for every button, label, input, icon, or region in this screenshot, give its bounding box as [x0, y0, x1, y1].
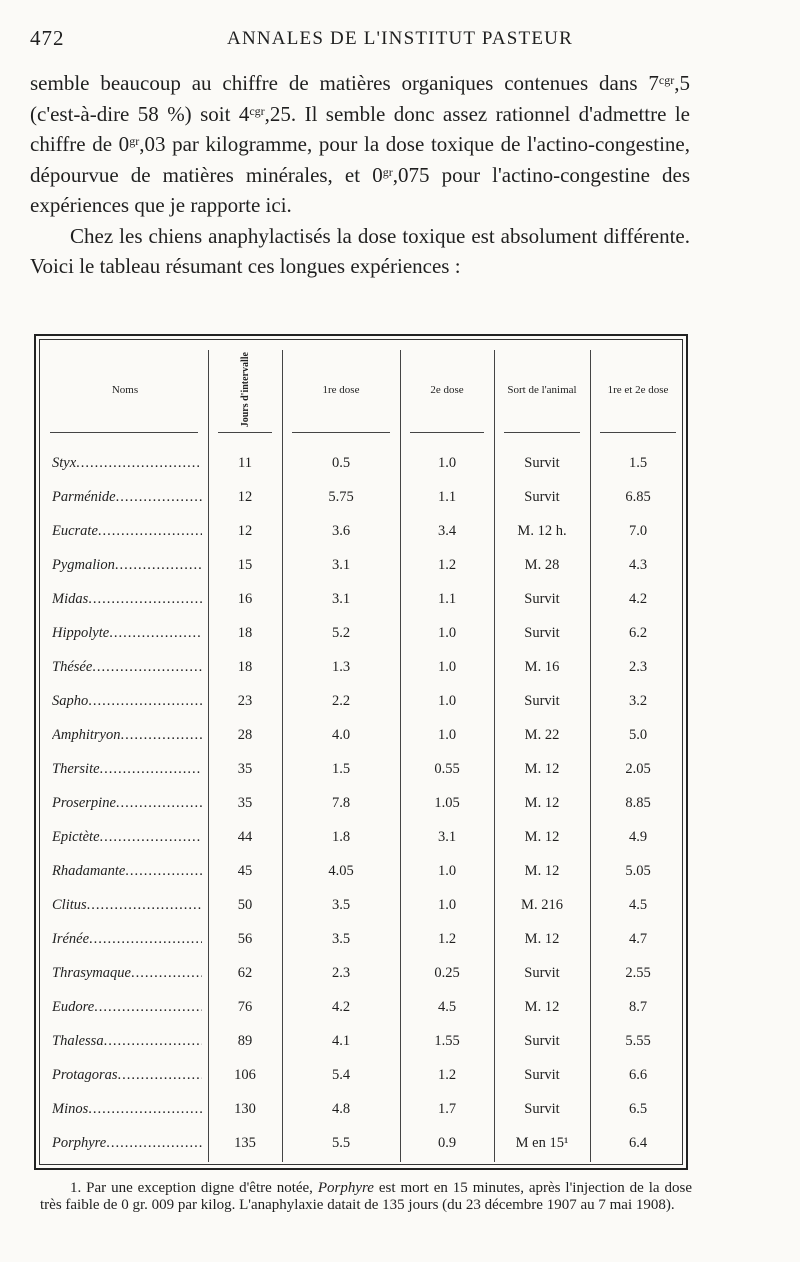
days-cell: 18 — [237, 624, 253, 641]
dose1-cell: 5.5 — [331, 1134, 351, 1151]
name-cell: Thrasymaque ..... — [52, 956, 202, 990]
name-cell: Clitus ..... — [52, 888, 202, 922]
name-cell: Eucrate ..... — [52, 514, 202, 548]
table-row — [36, 854, 686, 888]
dose1-cell: 4.8 — [331, 1100, 351, 1117]
table-row — [36, 1058, 686, 1092]
name-cell: Thalessa ..... — [52, 1024, 202, 1058]
fate-cell: M. 12 — [524, 828, 560, 845]
dose1-cell: 1.3 — [331, 658, 351, 675]
fate-cell: Survit — [524, 1066, 560, 1083]
dose2-cell: 4.5 — [437, 998, 457, 1015]
days-cell: 45 — [237, 862, 253, 879]
dose2-cell: 0.9 — [437, 1134, 457, 1151]
dose1-cell: 3.1 — [331, 590, 351, 607]
dose1-cell: 1.8 — [331, 828, 351, 845]
p1-part-c: ,25. Il semble donc assez rationnel d'admettre le chiffre de 0 — [30, 101, 690, 156]
days-cell: 18 — [237, 658, 253, 675]
fate-cell: Survit — [524, 964, 560, 981]
name-cell: Thersite ..... — [52, 752, 202, 786]
header-rule — [50, 432, 198, 433]
name-cell: Porphyre ..... — [52, 1126, 202, 1160]
header-noms: Noms — [111, 383, 139, 396]
total-cell: 4.9 — [628, 828, 648, 845]
dose2-cell: 1.0 — [437, 658, 457, 675]
header-jours-label: Jours d'intervalle — [239, 352, 251, 428]
total-cell: 8.7 — [628, 998, 648, 1015]
header-rule — [600, 432, 676, 433]
total-cell: 4.5 — [628, 896, 648, 913]
dose1-cell: 1.5 — [331, 760, 351, 777]
footnote-part-a: 1. Par une exception digne d'être notée, — [70, 1180, 318, 1196]
dose2-cell: 1.2 — [437, 556, 457, 573]
days-cell: 23 — [237, 692, 253, 709]
running-title: ANNALES DE L'INSTITUT PASTEUR — [227, 28, 573, 49]
dose1-cell: 4.0 — [331, 726, 351, 743]
table-row — [36, 888, 686, 922]
fate-cell: M. 12 — [524, 930, 560, 947]
footnote — [40, 1180, 692, 1214]
days-cell: 11 — [238, 454, 252, 471]
table-row — [36, 548, 686, 582]
dose2-cell: 3.4 — [437, 522, 457, 539]
header-dose2: 2e dose — [430, 383, 464, 396]
p1-sup-a: cgr — [658, 73, 675, 87]
name-cell: Styx ..... — [52, 446, 202, 480]
page-number: 472 — [30, 26, 65, 50]
days-cell: 50 — [237, 896, 253, 913]
header-dose1: 1re dose — [322, 383, 360, 396]
dose2-cell: 1.55 — [434, 1032, 460, 1049]
total-cell: 6.5 — [628, 1100, 648, 1117]
days-cell: 62 — [237, 964, 253, 981]
fate-cell: Survit — [524, 454, 560, 471]
footnote-part-c: est mort en 15 minutes, après l'injection de la dose très faible de 0 gr. 009 par kilog. L'anaphylaxie datait de 135 jours (du 23 décembre 1907 au 7 mai 1908). — [40, 1180, 692, 1213]
p1-part-a: semble beaucoup au chiffre de matières organiques contenues dans 7 — [30, 71, 659, 95]
table-row — [36, 684, 686, 718]
name-cell: Midas ..... — [52, 582, 202, 616]
days-cell: 56 — [237, 930, 253, 947]
dose1-cell: 4.1 — [331, 1032, 351, 1049]
total-cell: 2.3 — [628, 658, 648, 675]
table-row — [36, 582, 686, 616]
header-rule — [504, 432, 580, 433]
dose1-cell: 3.5 — [331, 930, 351, 947]
days-cell: 12 — [237, 522, 253, 539]
dose2-cell: 1.0 — [437, 454, 457, 471]
total-cell: 5.55 — [625, 1032, 651, 1049]
footnote-name: Porphyre — [317, 1180, 374, 1196]
dose1-cell: 5.75 — [328, 488, 354, 505]
total-cell: 6.6 — [628, 1066, 648, 1083]
fate-cell: M. 16 — [524, 658, 560, 675]
table-row — [36, 922, 686, 956]
dose1-cell: 5.2 — [331, 624, 351, 641]
p1-part-d: ,03 par kilogramme, pour la dose toxique de l'actino-congestine, dépourvue de matières minérales, et 0 — [30, 132, 691, 187]
days-cell: 28 — [237, 726, 253, 743]
dose2-cell: 1.0 — [437, 862, 457, 879]
days-cell: 130 — [234, 1100, 256, 1117]
dose2-cell: 0.25 — [434, 964, 460, 981]
fate-cell: M. 22 — [524, 726, 560, 743]
body-text — [30, 68, 690, 282]
fate-cell: Survit — [524, 1100, 560, 1117]
dose2-cell: 3.1 — [437, 828, 457, 845]
total-cell: 5.0 — [628, 726, 648, 743]
dose2-cell: 1.1 — [437, 488, 457, 505]
header-rule — [410, 432, 484, 433]
table-row — [36, 1024, 686, 1058]
dose2-cell: 1.0 — [437, 896, 457, 913]
dose2-cell: 1.0 — [437, 726, 457, 743]
table-row — [36, 1092, 686, 1126]
fate-cell: Survit — [524, 488, 560, 505]
header-rule — [292, 432, 390, 433]
table-row — [36, 616, 686, 650]
dose2-cell: 0.55 — [434, 760, 460, 777]
fate-cell: M. 12 — [524, 998, 560, 1015]
dose2-cell: 1.1 — [437, 590, 457, 607]
days-cell: 76 — [237, 998, 253, 1015]
paragraph-2: Chez les chiens anaphylactisés la dose toxique est absolument différente. Voici le tableau résumant ces longues expériences : — [30, 223, 690, 278]
name-cell: Hippolyte ..... — [52, 616, 202, 650]
table-row — [36, 956, 686, 990]
name-cell: Minos ..... — [52, 1092, 202, 1126]
table-row — [36, 820, 686, 854]
header-total: 1re et 2e dose — [607, 383, 669, 396]
name-cell: Thésée ..... — [52, 650, 202, 684]
total-cell: 3.2 — [628, 692, 648, 709]
table-row — [36, 786, 686, 820]
dose1-cell: 7.8 — [331, 794, 351, 811]
dose2-cell: 1.2 — [437, 930, 457, 947]
name-cell: Rhadamante ..... — [52, 854, 202, 888]
dose1-cell: 4.05 — [328, 862, 354, 879]
days-cell: 106 — [234, 1066, 256, 1083]
total-cell: 4.7 — [628, 930, 648, 947]
p1-part-b: ,5 (c'est-à-dire 58 %) soit 4 — [30, 71, 690, 126]
results-table — [34, 334, 688, 1170]
days-cell: 89 — [237, 1032, 253, 1049]
dose2-cell: 1.0 — [437, 692, 457, 709]
name-cell: Amphitryon ..... — [52, 718, 202, 752]
total-cell: 4.3 — [628, 556, 648, 573]
name-cell: Proserpine ..... — [52, 786, 202, 820]
footnote-text — [40, 1180, 692, 1214]
fate-cell: M. 28 — [524, 556, 560, 573]
fate-cell: M. 216 — [521, 896, 563, 913]
name-cell: Parménide ..... — [52, 480, 202, 514]
table-row — [36, 1126, 686, 1160]
days-cell: 16 — [237, 590, 253, 607]
fate-cell: Survit — [524, 590, 560, 607]
p1-sup-b: cgr — [249, 103, 265, 118]
table-row — [36, 480, 686, 514]
fate-cell: Survit — [524, 692, 560, 709]
header-sort: Sort de l'animal — [507, 383, 577, 396]
paragraph-1 — [30, 68, 690, 221]
table-row — [36, 990, 686, 1024]
total-cell: 8.85 — [625, 794, 651, 811]
dose2-cell: 1.0 — [437, 624, 457, 641]
name-cell: Epictète ..... — [52, 820, 202, 854]
total-cell: 4.2 — [628, 590, 648, 607]
dose1-cell: 3.6 — [331, 522, 351, 539]
dose1-cell: 2.3 — [331, 964, 351, 981]
days-cell: 44 — [237, 828, 253, 845]
total-cell: 1.5 — [628, 454, 648, 471]
name-cell: Eudore ..... — [52, 990, 202, 1024]
table-row — [36, 514, 686, 548]
name-cell: Sapho ..... — [52, 684, 202, 718]
name-cell: Protagoras ..... — [52, 1058, 202, 1092]
dose1-cell: 0.5 — [331, 454, 351, 471]
p1-part-e: ,075 pour l'actino-congestine des expériences que je rapporte ici. — [30, 162, 691, 217]
table-row — [36, 752, 686, 786]
days-cell: 35 — [237, 760, 253, 777]
page-header — [30, 26, 770, 54]
table-row — [36, 718, 686, 752]
dose1-cell: 3.5 — [331, 896, 351, 913]
table-row — [36, 446, 686, 480]
fate-cell: Survit — [524, 624, 560, 641]
p1-sup-c: gr — [129, 134, 140, 148]
dose2-cell: 1.05 — [434, 794, 460, 811]
total-cell: 6.85 — [625, 488, 651, 505]
total-cell: 5.05 — [625, 862, 651, 879]
fate-cell: M. 12 h. — [517, 522, 567, 539]
fate-cell: M. 12 — [524, 862, 560, 879]
days-cell: 12 — [237, 488, 253, 505]
fate-cell: M. 12 — [524, 794, 560, 811]
header-jours — [208, 350, 282, 430]
fate-cell: M en 15¹ — [515, 1134, 569, 1151]
dose2-cell: 1.7 — [437, 1100, 457, 1117]
total-cell: 2.05 — [625, 760, 651, 777]
days-cell: 135 — [234, 1134, 256, 1151]
p1-sup-d: gr — [382, 164, 393, 179]
table-row — [36, 650, 686, 684]
total-cell: 2.55 — [625, 964, 651, 981]
dose1-cell: 3.1 — [331, 556, 351, 573]
days-cell: 15 — [237, 556, 253, 573]
total-cell: 6.4 — [628, 1134, 648, 1151]
dose1-cell: 5.4 — [331, 1066, 351, 1083]
name-cell: Irénée ..... — [52, 922, 202, 956]
days-cell: 35 — [237, 794, 253, 811]
fate-cell: M. 12 — [524, 760, 560, 777]
fate-cell: Survit — [524, 1032, 560, 1049]
total-cell: 6.2 — [628, 624, 648, 641]
dose2-cell: 1.2 — [437, 1066, 457, 1083]
header-rule — [218, 432, 272, 433]
total-cell: 7.0 — [628, 522, 648, 539]
dose1-cell: 4.2 — [331, 998, 351, 1015]
name-cell: Pygmalion ..... — [52, 548, 202, 582]
dose1-cell: 2.2 — [331, 692, 351, 709]
